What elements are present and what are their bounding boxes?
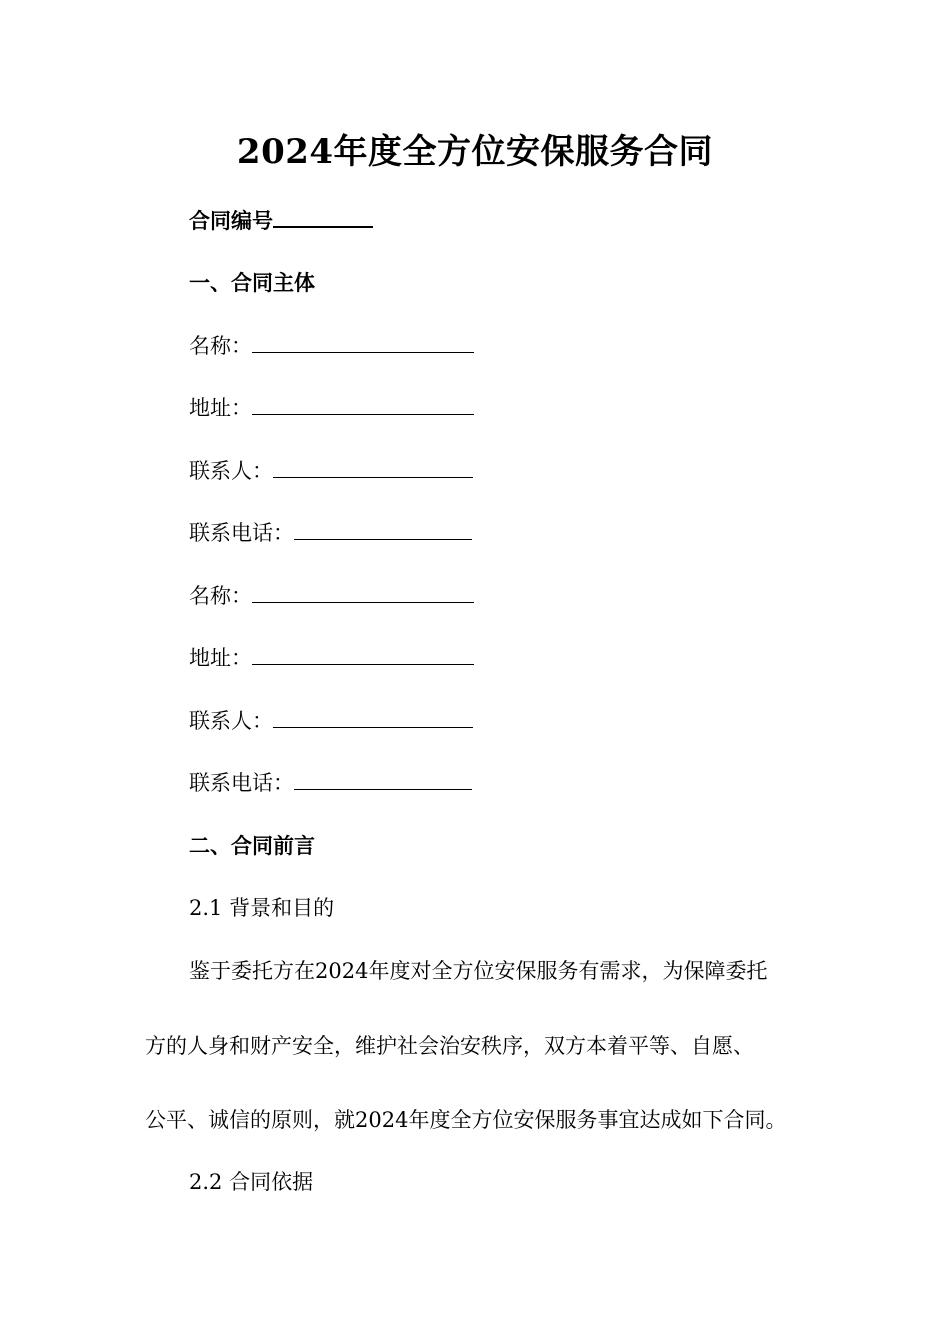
paragraph-line: 鉴于委托方在2024年度对全方位安保服务有需求，为保障委托 <box>189 959 768 983</box>
party-a-address-label: 地址： <box>189 396 252 420</box>
contract-number-blank[interactable] <box>273 206 373 228</box>
party-b-contact-label: 联系人： <box>189 709 273 733</box>
party-a-phone-label: 联系电话： <box>189 521 294 545</box>
party-b-address-label: 地址： <box>189 646 252 670</box>
party-b-phone-label: 联系电话： <box>189 771 294 795</box>
party-a-name-row <box>189 331 474 361</box>
page-title: 2024年度全方位安保服务合同 <box>236 132 714 172</box>
section1-heading: 一、合同主体 <box>189 270 315 295</box>
party-a-address-blank[interactable] <box>252 394 474 415</box>
party-a-contact-blank[interactable] <box>273 457 473 478</box>
party-a-address-row <box>189 393 474 423</box>
party-a-name-blank[interactable] <box>252 332 474 353</box>
contract-number-row <box>189 206 373 236</box>
party-a-phone-row <box>189 518 472 548</box>
party-b-address-row <box>189 643 474 673</box>
paragraph-line: 方的人身和财产安全，维护社会治安秩序，双方本着平等、自愿、 <box>145 1034 754 1058</box>
party-b-phone-blank[interactable] <box>294 769 472 790</box>
party-a-contact-row <box>189 456 473 486</box>
party-a-contact-label: 联系人： <box>189 459 273 483</box>
party-b-address-blank[interactable] <box>252 644 474 665</box>
party-b-name-label: 名称： <box>189 584 252 608</box>
party-a-name-label: 名称： <box>189 334 252 358</box>
subsection-2-2-heading: 2.2 合同依据 <box>189 1170 314 1194</box>
party-b-name-row <box>189 581 474 611</box>
paragraph-line: 公平、诚信的原则，就2024年度全方位安保服务事宜达成如下合同。 <box>145 1108 787 1132</box>
party-b-contact-row <box>189 706 473 736</box>
section2-heading: 二、合同前言 <box>189 833 315 858</box>
contract-number-label: 合同编号 <box>189 208 273 233</box>
party-b-contact-blank[interactable] <box>273 707 473 728</box>
party-b-phone-row <box>189 768 472 798</box>
subsection-2-1-heading: 2.1 背景和目的 <box>189 896 335 920</box>
party-a-phone-blank[interactable] <box>294 519 472 540</box>
party-b-name-blank[interactable] <box>252 582 474 603</box>
